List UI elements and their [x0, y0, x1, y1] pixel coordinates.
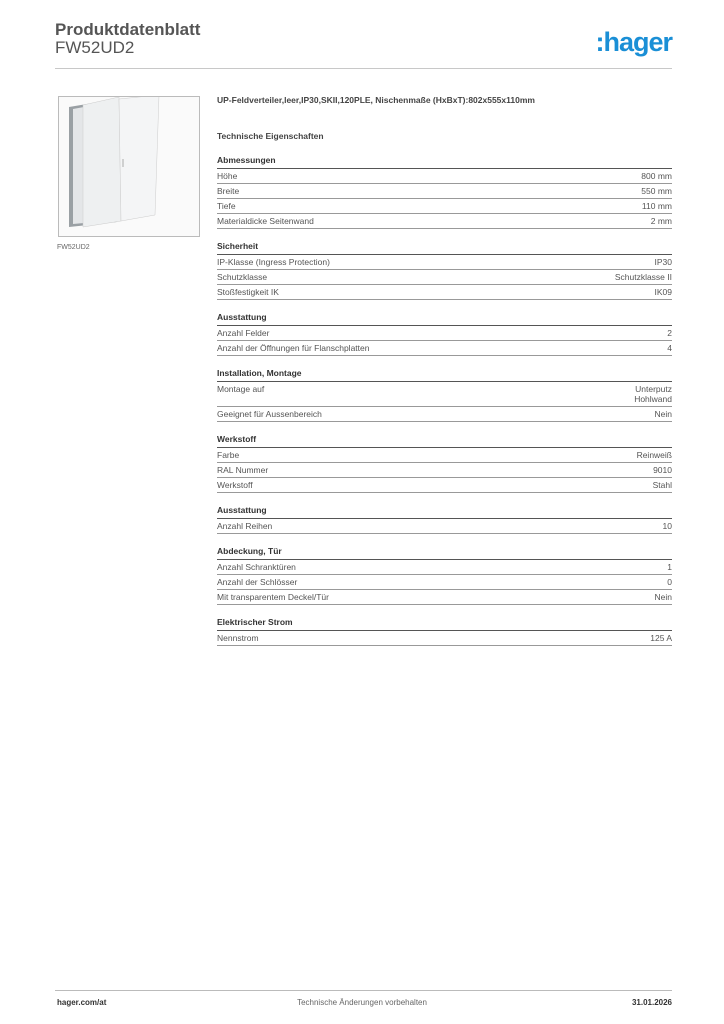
- spec-label: Anzahl Reihen: [217, 521, 273, 531]
- spec-row: [217, 184, 672, 199]
- spec-label: RAL Nummer: [217, 465, 269, 475]
- spec-value: IP30: [654, 257, 672, 267]
- spec-row: [217, 478, 672, 493]
- spec-section: [217, 312, 672, 356]
- spec-label: Anzahl Schranktüren: [217, 562, 296, 572]
- spec-value: Unterputz Hohlwand: [634, 384, 672, 404]
- spec-value: 2: [667, 328, 672, 338]
- spec-label: IP-Klasse (Ingress Protection): [217, 257, 330, 267]
- spec-label: Materialdicke Seitenwand: [217, 216, 314, 226]
- spec-row: [217, 407, 672, 422]
- spec-row: [217, 382, 672, 407]
- spec-value: Stahl: [652, 480, 672, 490]
- footer-divider: [55, 990, 672, 991]
- section-heading: Elektrischer Strom: [217, 617, 672, 631]
- spec-column: [217, 95, 672, 646]
- spec-value: 9010: [653, 465, 672, 475]
- spec-row: [217, 448, 672, 463]
- spec-section: [217, 434, 672, 493]
- spec-row: [217, 326, 672, 341]
- spec-row: [217, 270, 672, 285]
- spec-label: Montage auf: [217, 384, 265, 394]
- spec-label: Breite: [217, 186, 240, 196]
- section-heading: Abdeckung, Tür: [217, 546, 672, 560]
- tech-heading: Technische Eigenschaften: [217, 131, 324, 141]
- footer-note: Technische Änderungen vorbehalten: [297, 998, 427, 1007]
- section-heading: Installation, Montage: [217, 368, 672, 382]
- spec-label: Höhe: [217, 171, 238, 181]
- spec-row: [217, 199, 672, 214]
- spec-label: Mit transparentem Deckel/Tür: [217, 592, 329, 602]
- section-heading: Werkstoff: [217, 434, 672, 448]
- spec-row: [217, 285, 672, 300]
- product-image: [58, 96, 200, 237]
- spec-label: Geeignet für Aussenbereich: [217, 409, 322, 419]
- spec-label: Schutzklasse: [217, 272, 268, 282]
- spec-value: 0: [667, 577, 672, 587]
- section-heading: Ausstattung: [217, 312, 672, 326]
- spec-sections: [217, 155, 672, 646]
- section-heading: Abmessungen: [217, 155, 672, 169]
- spec-section: [217, 368, 672, 422]
- spec-label: Anzahl der Öffnungen für Flanschplatten: [217, 343, 370, 353]
- spec-label: Farbe: [217, 450, 240, 460]
- spec-value: Schutzklasse II: [614, 272, 672, 282]
- spec-value: IK09: [654, 287, 672, 297]
- spec-section: [217, 155, 672, 229]
- section-heading: Sicherheit: [217, 241, 672, 255]
- spec-row: [217, 214, 672, 229]
- spec-row: [217, 463, 672, 478]
- hager-logo: :hager: [595, 27, 672, 57]
- spec-value: 1: [667, 562, 672, 572]
- spec-label: Werkstoff: [217, 480, 253, 490]
- spec-value: 2 mm: [650, 216, 672, 226]
- spec-label: Stoßfestigkeit IK: [217, 287, 279, 297]
- spec-row: [217, 519, 672, 534]
- footer-website[interactable]: hager.com/at: [57, 998, 107, 1007]
- spec-row: [217, 255, 672, 270]
- spec-label: Tiefe: [217, 201, 236, 211]
- spec-row: [217, 575, 672, 590]
- spec-section: [217, 505, 672, 534]
- page-title: Produktdatenblatt: [55, 20, 201, 39]
- spec-row: [217, 341, 672, 356]
- spec-section: [217, 546, 672, 605]
- spec-label: Anzahl Felder: [217, 328, 270, 338]
- product-description: UP-Feldverteiler,leer,IP30,SKII,120PLE, Nischenmaße (HxBxT):802x555x110mm: [217, 95, 535, 105]
- spec-label: Anzahl der Schlösser: [217, 577, 298, 587]
- spec-value: Nein: [654, 592, 672, 602]
- spec-row: [217, 560, 672, 575]
- spec-value: Reinweiß: [636, 450, 672, 460]
- spec-row: [217, 169, 672, 184]
- spec-value: 110 mm: [641, 201, 672, 211]
- spec-row: [217, 631, 672, 646]
- spec-value: 800 mm: [641, 171, 672, 181]
- spec-section: [217, 617, 672, 646]
- footer-date: 31.01.2026: [631, 998, 672, 1007]
- spec-value: 125 A: [650, 633, 672, 643]
- spec-value: Nein: [654, 409, 672, 419]
- spec-label: Nennstrom: [217, 633, 259, 643]
- spec-section: [217, 241, 672, 300]
- image-caption: FW52UD2: [57, 244, 90, 251]
- spec-value: 4: [667, 343, 672, 353]
- spec-value: 550 mm: [641, 186, 672, 196]
- spec-value: 10: [662, 521, 672, 531]
- article-number: FW52UD2: [55, 38, 135, 57]
- header-divider: [55, 68, 672, 69]
- section-heading: Ausstattung: [217, 505, 672, 519]
- spec-row: [217, 590, 672, 605]
